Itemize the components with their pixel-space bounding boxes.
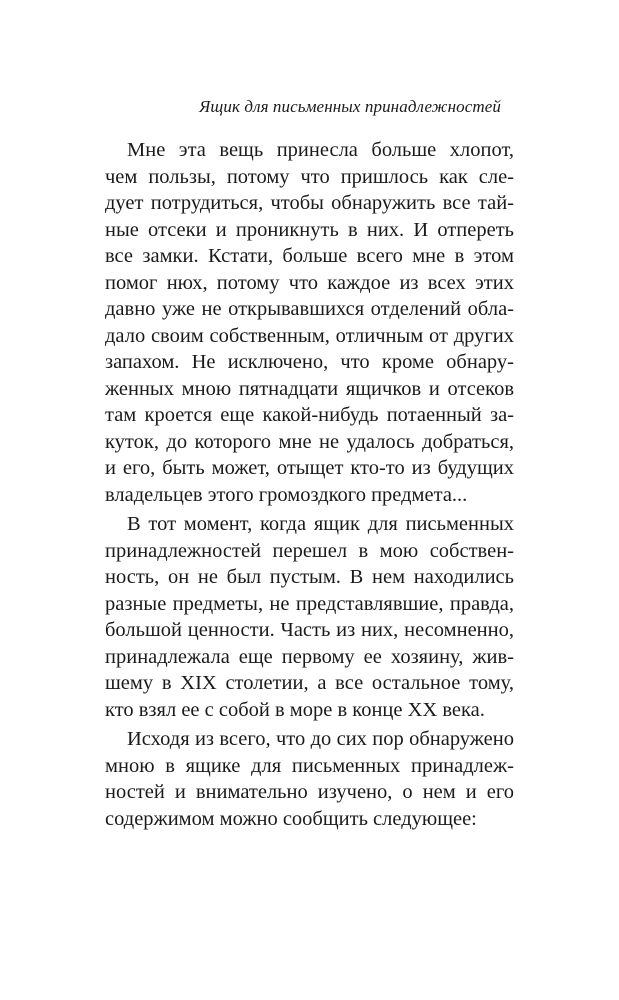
text-line: ные отсеки и проникнуть в них. И отпереть bbox=[105, 218, 514, 241]
text-line: чем пользы, потому что пришлось как сле- bbox=[105, 165, 514, 188]
running-head: Ящик для письменных принадлежностей bbox=[199, 97, 501, 116]
text-line: помог нюх, потому что каждое из всех этих bbox=[105, 271, 514, 294]
text-line: В тот момент, когда ящик для письменных bbox=[127, 513, 514, 535]
text-line: кто взял ее с собой в море в конце XX века. bbox=[105, 698, 485, 721]
text-line: запахом. Не исключено, что кроме обнару- bbox=[105, 351, 514, 373]
text-line: разные предметы, не представлявшие, правда, bbox=[105, 592, 514, 615]
text-line: женных мною пятнадцати ящичков и отсеков bbox=[105, 377, 514, 400]
body-text bbox=[105, 137, 514, 835]
text-line: мною в ящике для письменных принадлеж- bbox=[105, 754, 514, 777]
text-line: дует потрудиться, чтобы обнаружить все тай- bbox=[105, 192, 514, 214]
text-line: Мне эта вещь принесла больше хлопот, bbox=[127, 139, 514, 161]
text-line: и его, быть может, отыщет кто-то из будущих bbox=[105, 457, 514, 479]
paragraph bbox=[105, 511, 514, 723]
paragraph bbox=[105, 137, 514, 508]
text-line: ностей и внимательно изучено, о нем и его bbox=[105, 781, 514, 803]
text-line: принадлежала еще первому ее хозяину, жив- bbox=[105, 645, 514, 668]
text-line: Исходя из всего, что до сих пор обнаружено bbox=[127, 728, 514, 750]
text-line: ность, он не был пустым. В нем находились bbox=[105, 566, 514, 588]
text-line: там кроется еще какой-нибудь потаенный за- bbox=[105, 404, 514, 426]
text-line: содержимом можно сообщить следующее: bbox=[105, 807, 477, 830]
text-line: владельцев этого громоздкого предмета... bbox=[105, 483, 468, 506]
text-line: шему в XIX столетии, а все остальное тому, bbox=[105, 672, 514, 694]
text-line: все замки. Кстати, больше всего мне в этом bbox=[105, 245, 514, 267]
text-line: куток, до которого мне не удалось добраться, bbox=[105, 430, 514, 453]
text-line: большой ценности. Часть из них, несомненно, bbox=[105, 619, 514, 641]
text-line: дало своим собственным, отличным от других bbox=[105, 324, 514, 347]
text-line: принадлежностей перешел в мою собствен- bbox=[105, 539, 514, 562]
paragraph bbox=[105, 726, 514, 832]
text-line: давно уже не открывавшихся отделений обла- bbox=[105, 298, 514, 320]
